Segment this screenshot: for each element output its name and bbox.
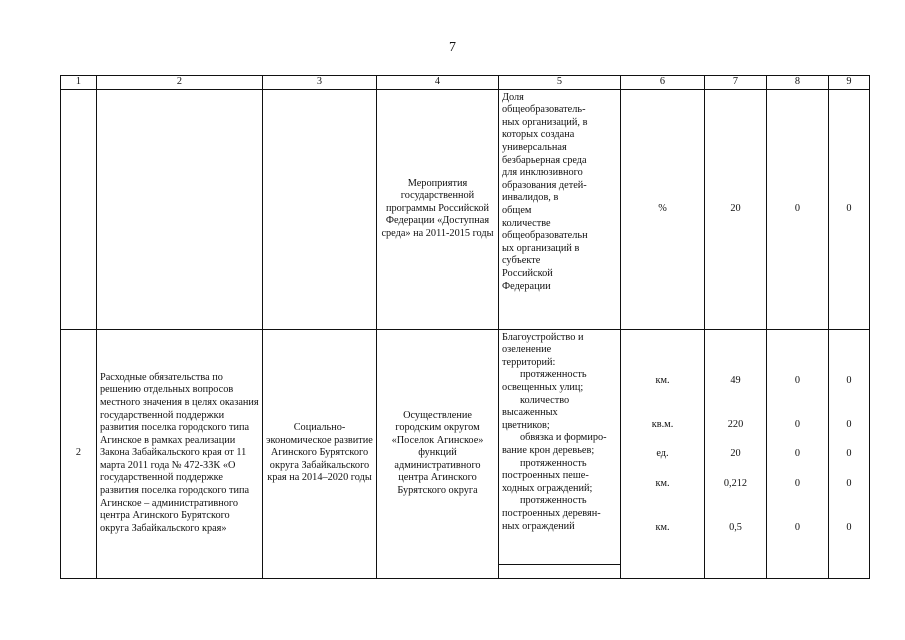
value-col7 [705, 329, 767, 578]
indicator-line: ходных ограждений; [502, 482, 593, 494]
cell-divider [499, 564, 620, 565]
col-header-1: 1 [61, 76, 97, 90]
activity-cell: Мероприятия государственной программы Российской Федерации «Доступная среда» на 2011-2015 годы [377, 89, 499, 329]
indicator-line: Федерации [502, 280, 551, 292]
cell-value: 0 [846, 374, 852, 386]
indicator-heading: территорий: [502, 356, 556, 368]
unit-cell [621, 329, 705, 578]
indicator-line: протяженность [520, 495, 587, 507]
value-col8 [767, 329, 829, 578]
col-header-4: 4 [377, 76, 499, 90]
indicator-line: построенных пеше- [502, 470, 589, 482]
col-header-2: 2 [97, 76, 263, 90]
indicator-line: инвалидов, в [502, 192, 559, 204]
cell-value: 0 [846, 418, 852, 430]
indicator-list [499, 330, 620, 534]
table-row [61, 329, 870, 578]
cell-value: 20 [730, 447, 741, 459]
indicator-line: ных организаций, в [502, 116, 588, 128]
indicator-line: вание крон деревьев; [502, 444, 595, 456]
indicator-line: обвязка и формиро- [520, 432, 607, 444]
indicator-line: которых создана [502, 129, 575, 141]
cell-value: 0 [794, 374, 801, 386]
cell-value: 0 [794, 418, 801, 430]
program-cell [263, 89, 377, 329]
indicator-line: безбарьерная среда [502, 154, 587, 166]
obligation-cell: Расходные обязательства по решению отдельных вопросов местного значения в целях оказания государственной поддержки развития поселка городского типа Агинское в рамках реализации Закона Забайкальского края от 11 марта 2011 года № 472-ЗЗК «О государственной поддержке развития поселка городского типа Агинское – административного центра Агинского Бурятского округа Забайкальского края» [97, 329, 263, 578]
unit-value: кв.м. [651, 418, 674, 430]
indicator-line: высаженных [502, 407, 558, 419]
cell-value: 0 [846, 477, 852, 489]
indicator-heading: озеленение [502, 344, 552, 356]
indicator-heading: Благоустройство и [502, 331, 584, 343]
table-row [61, 89, 870, 329]
cell-value: 0 [846, 521, 852, 533]
indicator-line: универсальная [502, 141, 567, 153]
indicator-line: общеобразователь- [502, 104, 586, 116]
unit-value: км. [655, 521, 670, 533]
indicator-line: Российской [502, 267, 553, 279]
unit-cell: % [621, 89, 705, 329]
indicator-line: протяженность [520, 369, 587, 381]
program-table [60, 75, 870, 579]
cell-value: 49 [730, 374, 741, 386]
value-col9 [829, 329, 870, 578]
cell-value: 220 [727, 418, 744, 430]
cell-value: 0 [846, 447, 852, 459]
cell-value: 0 [794, 477, 801, 489]
indicator-line: ных ограждений [502, 520, 575, 532]
value-col9: 0 [829, 89, 870, 329]
header-row [61, 76, 870, 90]
indicator-line: общеобразовательн [502, 230, 588, 242]
indicator-line: количестве [502, 217, 551, 229]
cell-value: 0,212 [723, 477, 748, 489]
indicator-cell [499, 89, 621, 329]
indicator-line: образования детей- [502, 179, 587, 191]
indicator-line: количество [520, 394, 570, 406]
col-header-7: 7 [705, 76, 767, 90]
indicator-line: общем [502, 204, 532, 216]
activity-cell: Осуществление городским округом «Поселок Агинское» функций административного центра Агинского Бурятского округа [377, 329, 499, 578]
cell-value: 0,5 [729, 521, 742, 533]
col-header-3: 3 [263, 76, 377, 90]
obligation-cell [97, 89, 263, 329]
value-col7: 20 [705, 89, 767, 329]
page-number: 7 [449, 40, 456, 55]
indicator-line: освещенных улиц; [502, 381, 584, 393]
program-cell: Социально-экономическое развитие Агинского Бурятского округа Забайкальского края на 2014–2020 годы [263, 329, 377, 578]
indicator-line: для инклюзивного [502, 167, 583, 179]
unit-value: км. [655, 374, 670, 386]
indicator-line: протяженность [520, 457, 587, 469]
indicator-line: построенных деревян- [502, 507, 601, 519]
indicator-line: ых организаций в [502, 242, 580, 254]
indicator-cell [499, 329, 621, 578]
row-number [61, 89, 97, 329]
col-header-6: 6 [621, 76, 705, 90]
indicator-line: субъекте [502, 255, 541, 267]
col-header-8: 8 [767, 76, 829, 90]
value-col8: 0 [767, 89, 829, 329]
cell-value: 0 [794, 447, 801, 459]
unit-value: км. [655, 477, 670, 489]
cell-value: 0 [794, 521, 801, 533]
indicator-line: цветников; [502, 419, 550, 431]
unit-value: ед. [656, 447, 669, 459]
col-header-5: 5 [499, 76, 621, 90]
col-header-9: 9 [829, 76, 870, 90]
row-number: 2 [61, 329, 97, 578]
indicator-line: Доля [502, 91, 524, 103]
